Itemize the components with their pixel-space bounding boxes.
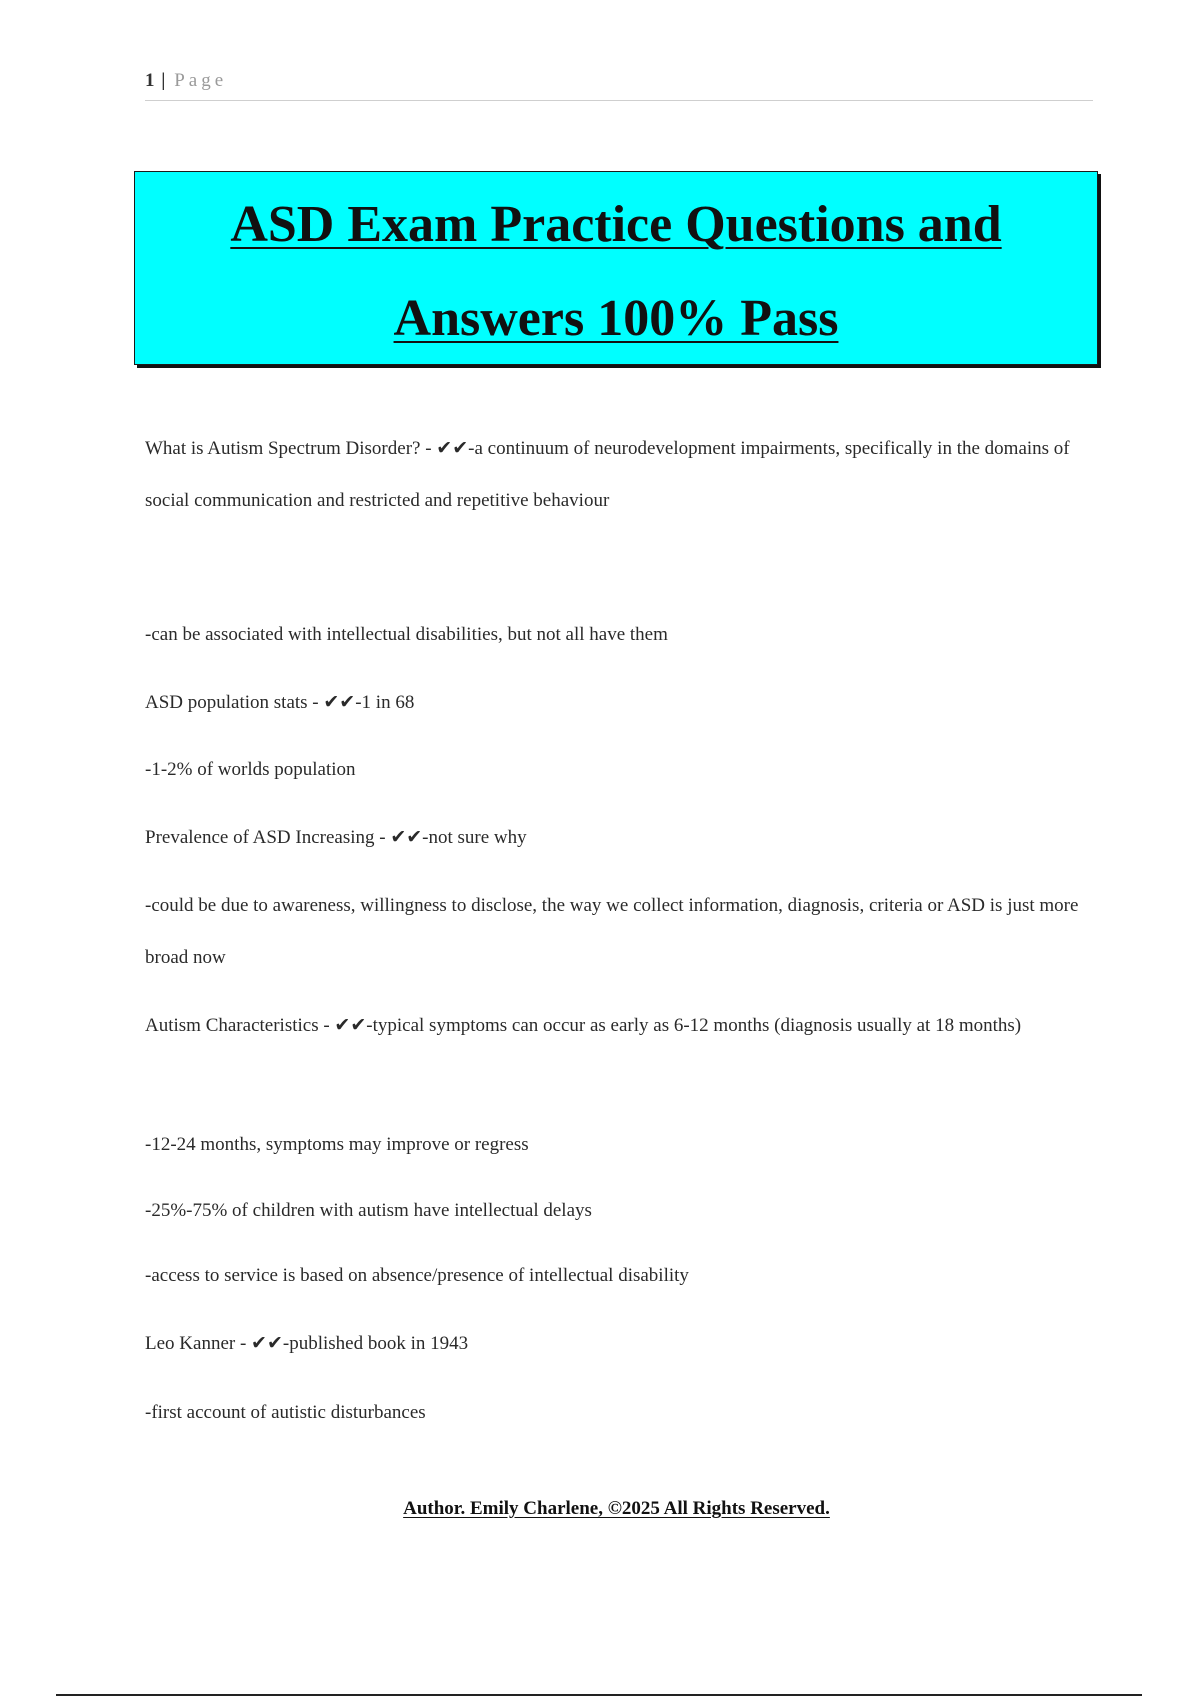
qa-paragraph: -1-2% of worlds population [145, 759, 356, 780]
qa-paragraph: -25%-75% of children with autism have intellectual delays [145, 1200, 592, 1221]
title-line-2 [135, 272, 1097, 366]
page-word: Page [174, 70, 228, 91]
qa-paragraph: -could be due to awareness, willingness to disclose, the way we collect information, diagnosis, criteria or ASD is just more broad now [145, 895, 1079, 968]
author-credit-text: Author. Emily Charlene, ©2025 All Rights Reserved. [403, 1498, 830, 1519]
qa-paragraph: Autism Characteristics - ✔✔-typical symptoms can occur as early as 6-12 months (diagnosis usually at 18 months) [145, 1015, 1022, 1036]
qa-paragraph: -12-24 months, symptoms may improve or regress [145, 1134, 529, 1155]
qa-paragraph: Leo Kanner - ✔✔-published book in 1943 [145, 1333, 469, 1354]
page-separator: | [161, 70, 166, 91]
qa-paragraph: -can be associated with intellectual disabilities, but not all have them [145, 624, 668, 645]
page-number: 1 [145, 70, 155, 91]
title-line-2-text: Answers 100% Pass [393, 290, 839, 347]
title-line-1 [135, 178, 1097, 272]
qa-paragraph: ASD population stats - ✔✔-1 in 68 [145, 692, 415, 713]
author-credit [0, 1498, 1200, 1520]
qa-paragraph: What is Autism Spectrum Disorder? - ✔✔-a continuum of neurodevelopment impairments, specifically in the domains of social communication and restricted and repetitive behaviour [145, 438, 1070, 511]
title-line-1-text: ASD Exam Practice Questions and [230, 196, 1002, 253]
qa-paragraph: -first account of autistic disturbances [145, 1402, 426, 1423]
qa-paragraph: -access to service is based on absence/presence of intellectual disability [145, 1265, 689, 1286]
title-box [134, 171, 1098, 365]
page-header [145, 70, 1093, 101]
qa-paragraph: Prevalence of ASD Increasing - ✔✔-not sure why [145, 827, 527, 848]
bottom-divider [56, 1694, 1142, 1696]
